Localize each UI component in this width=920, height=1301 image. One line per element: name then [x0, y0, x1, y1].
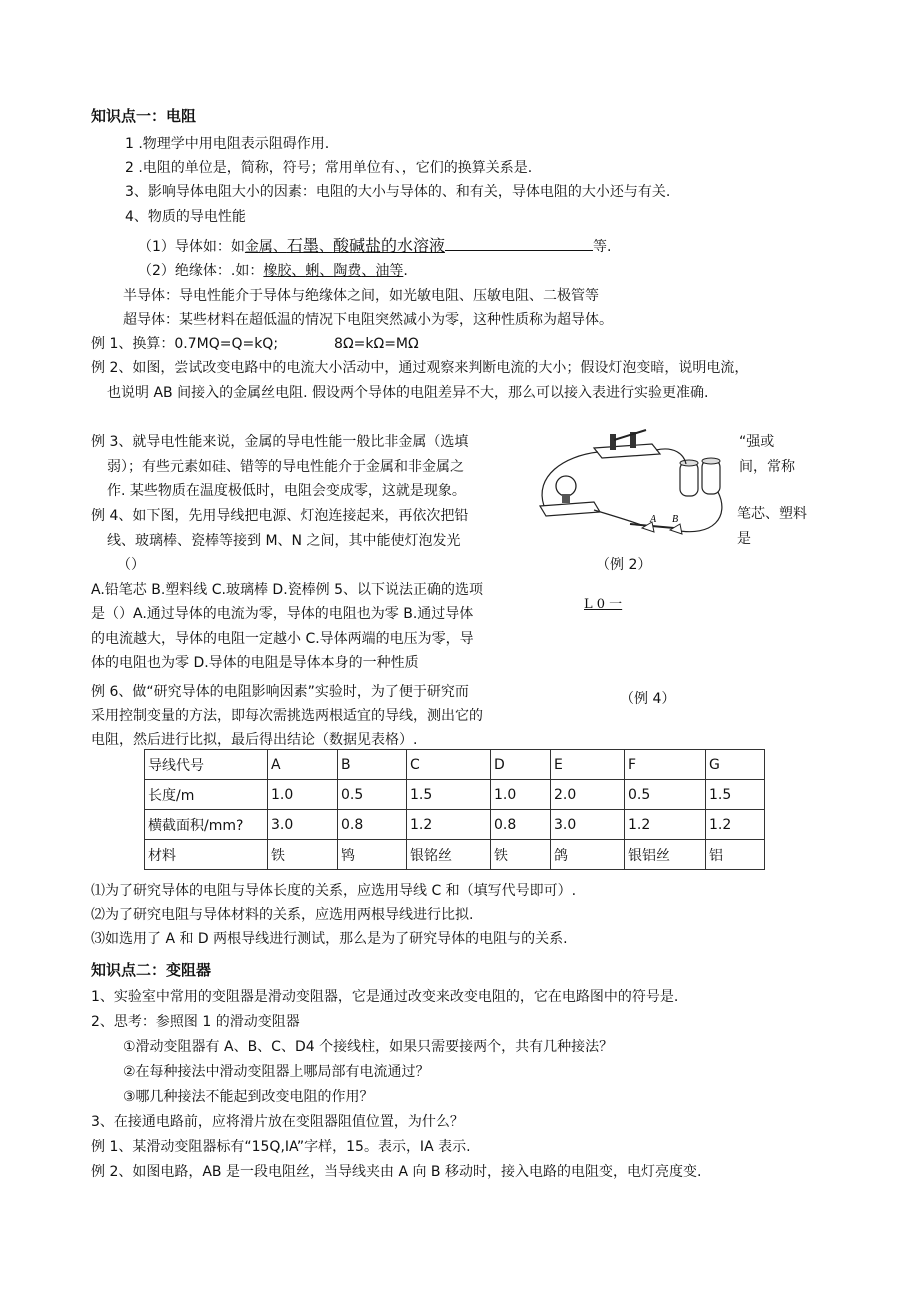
bulb-base	[562, 494, 570, 503]
s2-line-2: 2、思考：参照图 1 的滑动变阻器	[91, 1014, 300, 1030]
s2-sub-3: ③哪几种接法不能起到改变电阻的作用？	[123, 1089, 374, 1105]
battery-top	[680, 460, 698, 466]
wire	[674, 492, 722, 532]
table-cell: 0.5	[338, 780, 407, 810]
ex5-line-4: 体的电阻也为零 D.导体的电阻是导体本身的一种性质	[91, 655, 419, 671]
table-row	[145, 750, 765, 780]
table-cell: 导线代号	[145, 750, 268, 780]
superconductor-line: 超导体：某些材料在超低温的情况下电阻突然减小为零，这种性质称为超导体。	[123, 312, 613, 328]
battery-top	[702, 458, 720, 464]
table-cell: 2.0	[551, 780, 625, 810]
table-cell: 铁	[491, 840, 551, 870]
ex6-line-3: 电阻，然后进行比拟，最后得出结论（数据见表格）.	[91, 732, 418, 748]
question-3: ⑶如选用了 A 和 D 两根导线进行测试，那么是为了研究导体的电阻与的关系.	[91, 931, 568, 947]
conductor-blank	[445, 236, 593, 251]
ex2-line-1: 例 2、如图，尝试改变电路中的电流大小活动中，通过观察来判断电流的大小；假设灯泡变暗，说明电流，	[91, 360, 749, 376]
ex2-line-2: 也说明 AB 间接入的金属丝电阻. 假设两个导体的电阻差异不大，那么可以接入表进行实验更准确.	[107, 385, 709, 401]
ex1-part2: 8Ω=kΩ=MΩ	[334, 336, 419, 352]
label-a: A	[650, 514, 657, 525]
s2-tail-3: 例 2、如图电路，AB 是一段电阻丝，当导线夹由 A 向 B 移动时，接入电路的电阻变，电灯亮度变.	[91, 1164, 702, 1180]
table-cell: 鸨	[338, 840, 407, 870]
s1-line-4: 4、物质的导电性能	[125, 209, 246, 225]
s2-line-1: 1、实验室中常用的变阻器是滑动变阻器，它是通过改变来改变电阻的，它在电路图中的符号是.	[91, 989, 679, 1005]
semiconductor-line: 半导体：导电性能介于导体与绝缘体之间，如光敏电阻、压敏电阻、二极管等	[123, 288, 599, 304]
insulator-item: 陶费	[333, 263, 362, 279]
insulator-sep: 、	[319, 263, 334, 279]
insulator-item: 橡胶	[263, 263, 292, 279]
ex5-line-1: A.铅笔芯 B.塑料线 C.玻璃棒 D.瓷棒例 5、以下说法正确的选项	[91, 582, 483, 598]
table-row	[145, 840, 765, 870]
insulator-item: 蜊	[305, 263, 320, 279]
battery-icon	[702, 460, 720, 494]
switch-post-icon	[610, 434, 616, 450]
table-cell: E	[551, 750, 625, 780]
s1-line-1: 1 .物理学中用电阻表示阻碍作用.	[125, 136, 330, 152]
conductor-line	[138, 236, 611, 256]
conductor-sep: 、	[318, 239, 333, 255]
bulb-board	[540, 502, 600, 516]
insulator-prefix: （2）绝缘体：.如：	[138, 263, 264, 279]
clip-icon	[670, 524, 682, 534]
side-text-1: “强或	[739, 434, 775, 450]
conductor-suffix: 等.	[592, 239, 612, 255]
insulator-sep: 、	[361, 263, 376, 279]
table-cell: G	[706, 750, 765, 780]
conductor-item: 金属	[244, 239, 273, 255]
s1-line-3: 3、影响导体电阻大小的因素：电阻的大小与导体的、和有关，导体电阻的大小还与有关.	[125, 184, 671, 200]
table-cell: 银铭丝	[407, 840, 491, 870]
insulator-item: 油等	[375, 263, 404, 279]
table-cell: 铁	[268, 840, 338, 870]
caption-ex4: （例 4）	[620, 691, 676, 707]
table-cell: B	[338, 750, 407, 780]
battery-icon	[680, 462, 698, 496]
table-cell: 1.0	[268, 780, 338, 810]
side-text-4: 是	[737, 531, 751, 547]
table-cell: 3.0	[268, 810, 338, 840]
insulator-sep: 、	[291, 263, 306, 279]
ex1-part1: 例 1、换算：0.7MQ=Q=kQ;	[91, 336, 279, 352]
section1-heading: 知识点一：电阻	[91, 107, 197, 125]
table-cell: 0.5	[625, 780, 706, 810]
conductor-prefix: （1）导体如：如	[138, 239, 245, 255]
s2-tail-1: 3、在接通电路前，应将滑片放在变阻器阻值位置，为什么？	[91, 1114, 464, 1130]
side-text-2: 间，常称	[739, 459, 795, 475]
table-cell: 1.2	[625, 810, 706, 840]
ex4-line-3: （）	[117, 557, 145, 573]
question-2: ⑵为了研究电阻与导体材料的关系，应选用两根导线进行比拟.	[91, 907, 474, 923]
fig-text: L 0 一	[584, 597, 623, 612]
ex3-line-2: 弱）；有些元素如硅、错等的导电性能介于金属和非金属之	[107, 459, 464, 475]
ex3-line-3: 作. 某些物质在温度极低时，电阻会变成零，这就是现象。	[107, 483, 466, 499]
section2-heading: 知识点二：变阻器	[91, 961, 212, 979]
table-cell: 横截面积/mm?	[145, 810, 268, 840]
table-cell: F	[625, 750, 706, 780]
table-cell: 银铝丝	[625, 840, 706, 870]
ex3-line-1: 例 3、就导电性能来说，金属的导电性能一般比非金属（选填	[91, 434, 469, 450]
ex6-line-2: 采用控制变量的方法，即每次需挑选两根适宜的导线，测出它的	[91, 708, 483, 724]
table-cell: 3.0	[551, 810, 625, 840]
question-1: ⑴为了研究导体的电阻与导体长度的关系，应选用导线 C 和（填写代号即可）.	[91, 883, 577, 899]
table-cell: 1.0	[491, 780, 551, 810]
s1-line-2: 2 .电阻的单位是，简称，符号；常用单位有、，它们的换算关系是.	[125, 160, 533, 176]
ex4-line-1: 例 4、如下图，先用导线把电源、灯泡连接起来，再依次把铅	[91, 508, 469, 524]
ex1-line	[91, 335, 419, 353]
conductor-item: 酸碱盐的水溶液	[332, 236, 445, 255]
table-row	[145, 780, 765, 810]
ex6-line-1: 例 6、做“研究导体的电阻影响因素”实验时，为了便于研究而	[91, 684, 469, 700]
table-cell: 0.8	[491, 810, 551, 840]
conductor-sep: 、	[272, 239, 287, 255]
ex5-line-3: 的电流越大，导体的电阻一定越小 C.导体两端的电压为零，导	[91, 631, 474, 647]
ex5-line-2: 是（）A.通过导体的电流为零，导体的电阻也为零 B.通过导体	[91, 606, 474, 622]
table-cell: 铝	[706, 840, 765, 870]
bulb-icon	[556, 476, 576, 496]
table-cell: 1.2	[407, 810, 491, 840]
table-cell: 鸽	[551, 840, 625, 870]
table-cell: 1.5	[407, 780, 491, 810]
insulator-suffix: .	[403, 263, 408, 279]
table-cell: 1.2	[706, 810, 765, 840]
conductor-item: 石墨	[286, 236, 319, 255]
switch-board	[594, 444, 660, 458]
s2-sub-2: ②在每种接法中滑动变阻器上哪局部有电流通过？	[123, 1064, 430, 1080]
table-cell: D	[491, 750, 551, 780]
circuit-figure	[534, 426, 734, 546]
table-cell: C	[407, 750, 491, 780]
s2-sub-1: ①滑动变阻器有 A、B、C、D4 个接线柱，如果只需要接两个，共有几种接法？	[123, 1039, 614, 1055]
table-cell: A	[268, 750, 338, 780]
label-b: B	[672, 514, 679, 525]
table-cell: 1.5	[706, 780, 765, 810]
insulator-line	[138, 262, 408, 280]
table-row	[145, 810, 765, 840]
table-cell: 0.8	[338, 810, 407, 840]
caption-ex2: （例 2）	[596, 557, 652, 573]
s2-tail-2: 例 1、某滑动变阻器标有“15Q,IA”字样，15。表示，IA 表示.	[91, 1139, 471, 1155]
side-text-3: 笔芯、塑料	[737, 506, 807, 522]
table-cell: 材料	[145, 840, 268, 870]
table-cell: 长度/m	[145, 780, 268, 810]
wire-data-table	[144, 749, 765, 870]
ex4-line-2: 线、玻璃棒、瓷棒等接到 M、N 之间，其中能使灯泡发光	[107, 533, 461, 549]
